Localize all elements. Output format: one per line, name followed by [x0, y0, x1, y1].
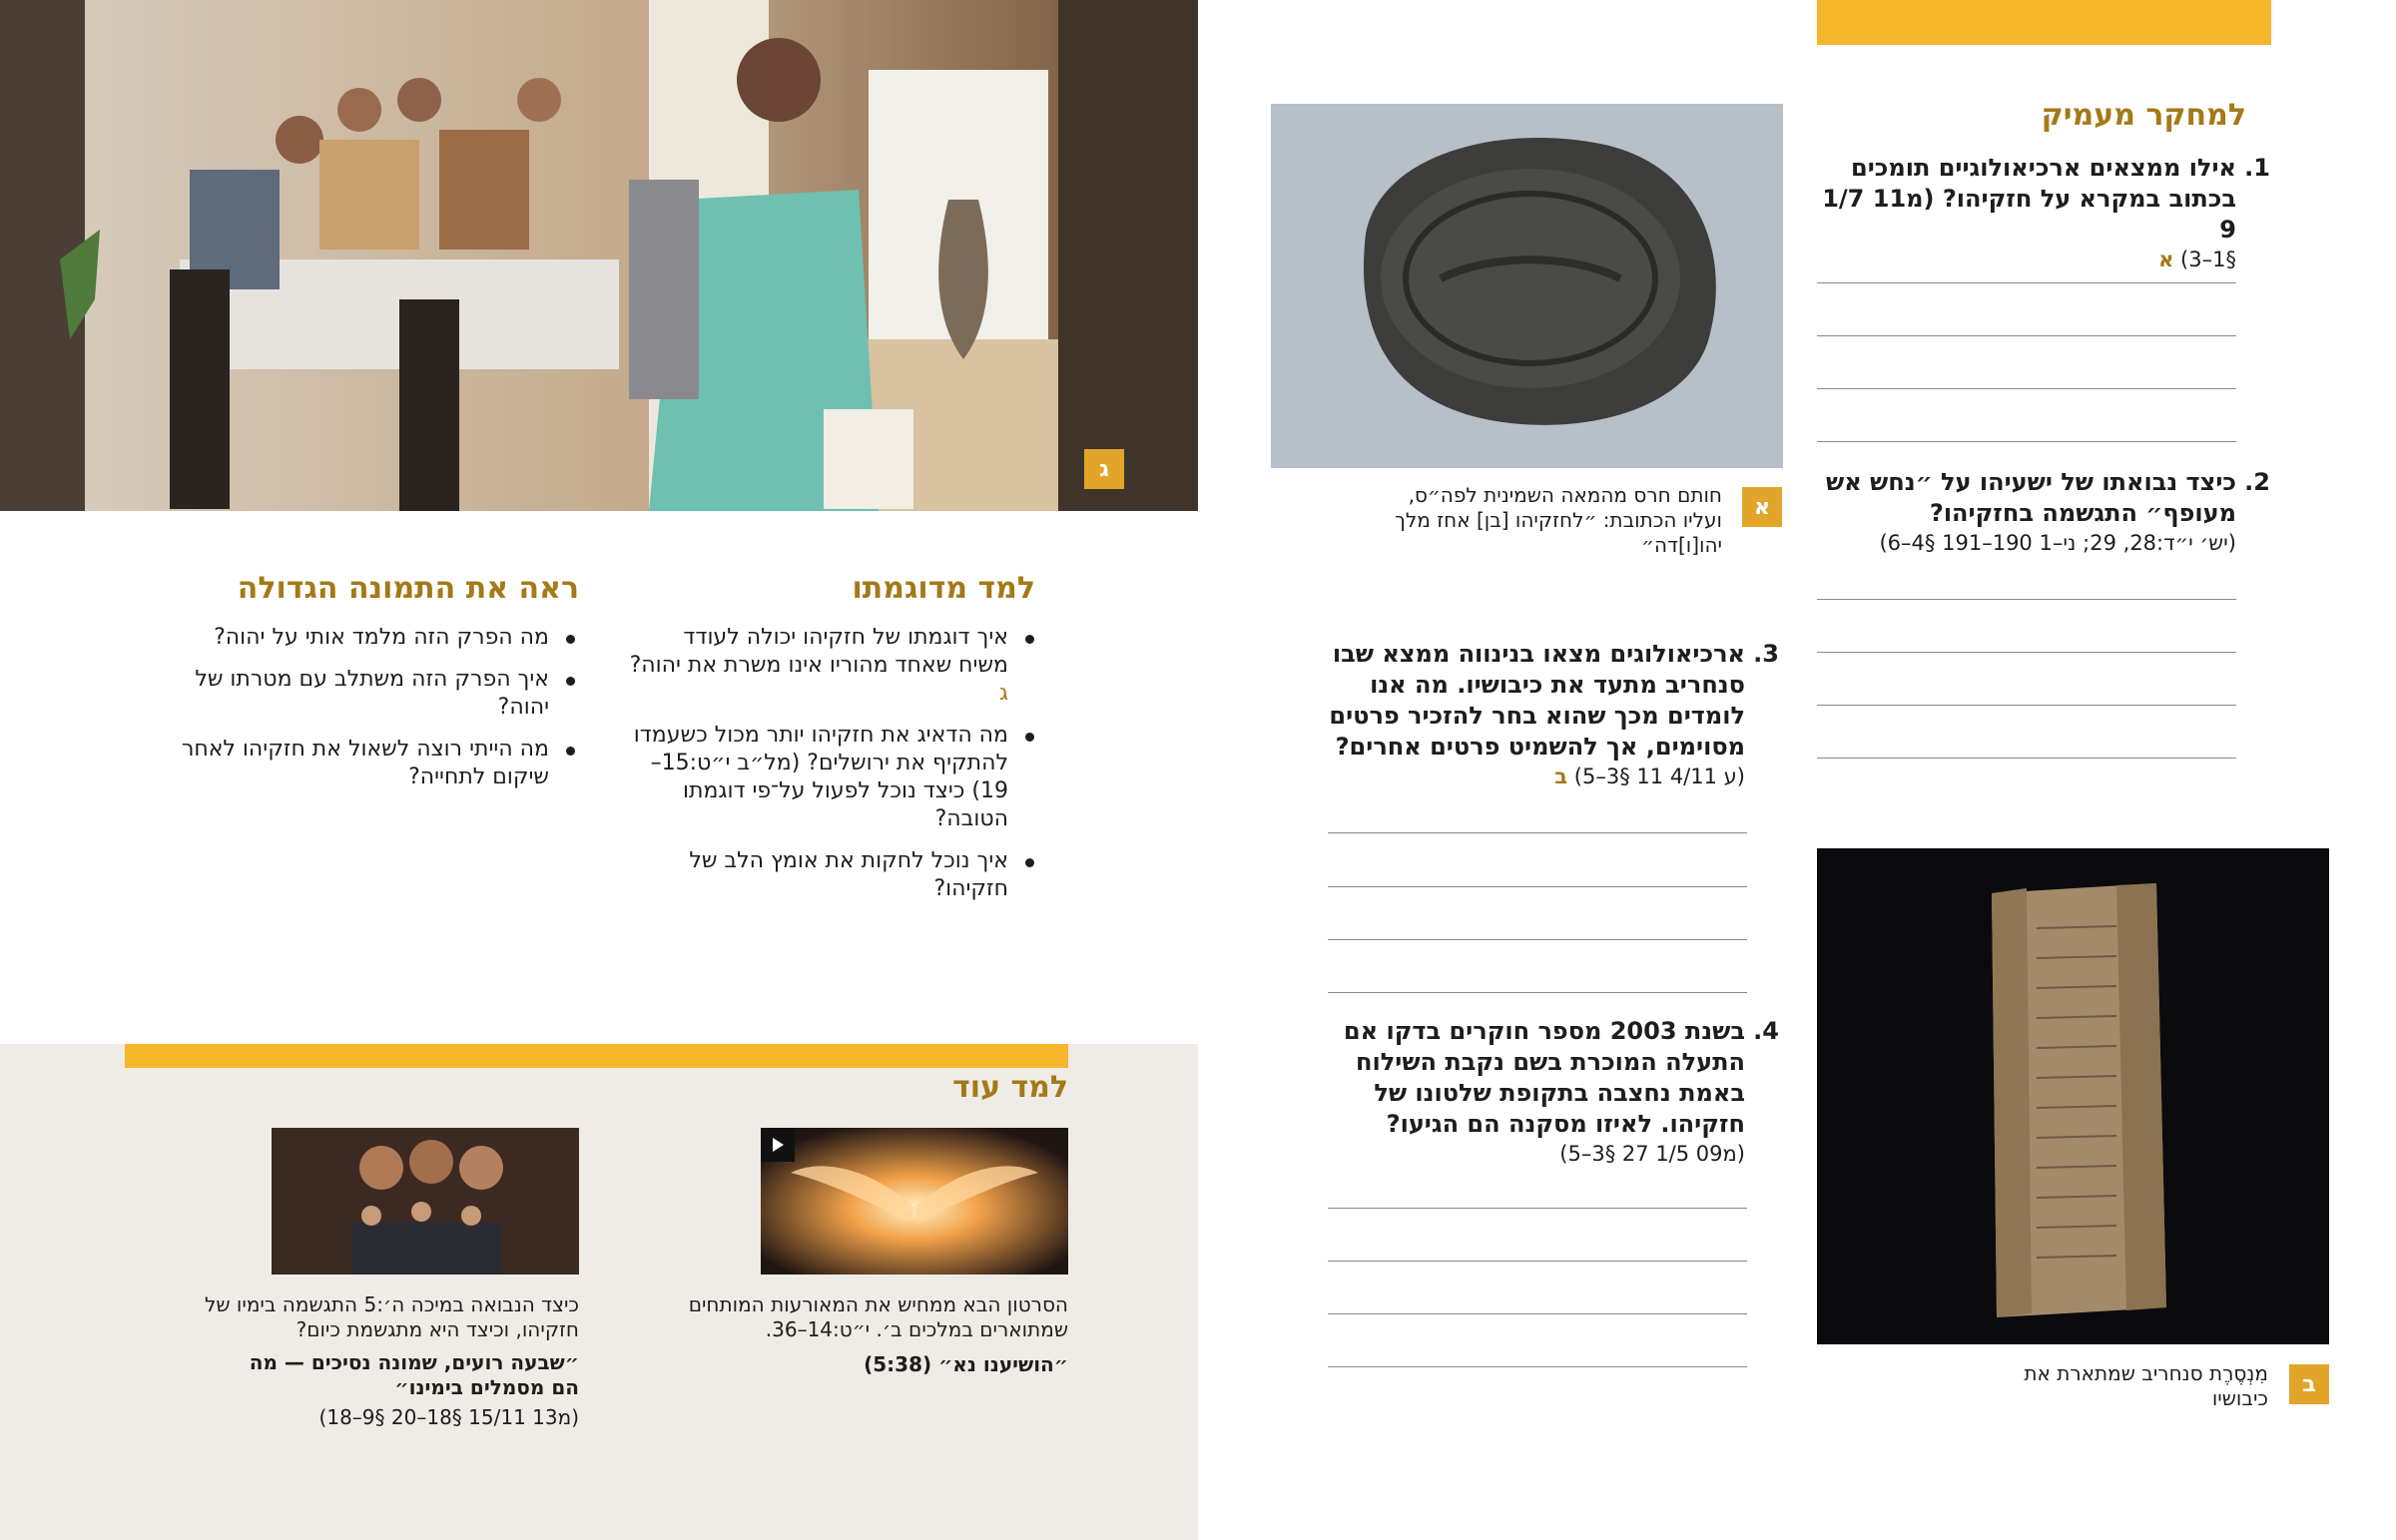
question-1: 1. אילו ממצאים ארכיאולוגיים תומכים בכתוב במקרא על חזקיהו? (מ11 1/7 9 §1–3) א: [1822, 154, 2270, 271]
prism-caption: מִנְסֶרֶת סנחריב שמתארת את כיבושיו: [2024, 1361, 2268, 1410]
video-title-link[interactable]: ״הושיענו נא״ (5:38): [864, 1352, 1068, 1376]
clay-seal-image: [1271, 104, 1783, 468]
answer-line: [1817, 599, 2236, 600]
answer-line: [1817, 441, 2236, 442]
answer-line: [1328, 1261, 1747, 1262]
list-item: איך דוגמתו של חזקיהו יכולה לעודד משיח שאחד מהוריו אינו משרת את יהוה? ג: [629, 624, 1038, 708]
learn-more-banner: [125, 1044, 1068, 1068]
seal-image: [1271, 104, 1783, 468]
answer-line: [1328, 1313, 1747, 1314]
big-picture-list: [160, 624, 579, 805]
shepherds-princes-image: [272, 1128, 579, 1275]
learn-example-heading: למד מדוגמתו: [852, 571, 1035, 606]
photo-family-scene: [0, 0, 1198, 511]
article-caption: כיצד הנבואה במיכה ה׳:5 התגשמה בימיו של חזקיהו, וכיצד היא מתגשמת כיום?: [205, 1292, 579, 1341]
answer-line: [1817, 388, 2236, 389]
fiery-wings-image: [761, 1128, 1068, 1275]
question-3: 3. ארכיאולוגים מצאו בנינווה ממצא שבו סנחריב מתעד את כיבושיו. מה אנו לומדים מכך שהוא בחר להזכיר פרטים מסוימים, אך להשמיט פרטים אחרים? (ע 4/11 11 §3–5) ב: [1329, 640, 1779, 788]
article-thumbnail[interactable]: [272, 1128, 579, 1275]
answer-line: [1817, 335, 2236, 336]
answer-line: [1328, 992, 1747, 993]
big-picture-heading: ראה את התמונה הגדולה: [237, 571, 579, 606]
article-title-link[interactable]: ״שבעה רועים, שמונה נסיכים — מה הם מסמלים בימינו״: [249, 1350, 579, 1399]
answer-line: [1817, 282, 2236, 283]
answer-line: [1328, 832, 1747, 833]
question-4: 4. בשנת 2003 מספר חוקרים בדקו אם התעלה המוכרת בשם נקבת השילוח באמת נחצבה בתקופת שלטונו של חזקיהו. לאיזו מסקנה הם הגיעו? (מ09 1/5 27 §3–5): [1343, 1017, 1779, 1166]
question-2: 2. כיצד נבואתו של ישעיהו על ״נחש אש מעופף״ התגשמה בחזקיהו? (יש׳ י״ד:28, 29; ני–1 190–191 §4–6): [1826, 468, 2270, 555]
article-reference: (מ13 15/11 §18–20 §9–18): [318, 1405, 579, 1429]
list-item: איך הפרק הזה משתלב עם מטרתו של יהוה?: [160, 666, 579, 722]
top-banner: [1817, 0, 2271, 45]
prism-image: [1817, 848, 2329, 1344]
sennacherib-prism-image: [1817, 848, 2329, 1344]
list-item: מה הייתי רוצה לשאול את חזקיהו לאחר שיקום לתחייה?: [160, 736, 579, 791]
answer-line: [1817, 758, 2236, 759]
seal-badge: א: [1742, 487, 1782, 527]
answer-line: [1328, 886, 1747, 887]
answer-line: [1328, 1366, 1747, 1367]
deep-research-heading: למחקר מעמיק: [2041, 98, 2246, 133]
photo-label-badge: ג: [1084, 449, 1124, 489]
answer-line: [1817, 652, 2236, 653]
learn-example-list: [629, 624, 1038, 917]
answer-line: [1817, 705, 2236, 706]
list-item: איך נוכל לחקות את אומץ הלב של חזקיהו?: [629, 847, 1038, 903]
answer-line: [1328, 1208, 1747, 1209]
answer-line: [1328, 939, 1747, 940]
play-icon[interactable]: [761, 1128, 795, 1162]
family-photo: [0, 0, 1198, 511]
seal-caption: חותם חרס מהמאה השמינית לפה״ס, ועליו הכתובת: ״לחזקיהו [בן] אחז מלך יהו[ו]דה״: [1395, 483, 1722, 557]
prism-badge: ב: [2289, 1364, 2329, 1404]
list-item: מה הדאיג את חזקיהו יותר מכול כשעמדו להתקיף את ירושלים? (מל״ב י״ט:15–19) כיצד נוכל לפעול על־פי דוגמתו הטובה?: [629, 722, 1038, 833]
learn-more-heading: למד עוד: [952, 1070, 1068, 1105]
video-thumbnail[interactable]: [761, 1128, 1068, 1275]
list-item: מה הפרק הזה מלמד אותי על יהוה?: [160, 624, 579, 652]
video-caption: הסרטון הבא ממחיש את המאורעות המותחים שמתוארים במלכים ב׳. י״ט:14–36.: [688, 1292, 1068, 1341]
